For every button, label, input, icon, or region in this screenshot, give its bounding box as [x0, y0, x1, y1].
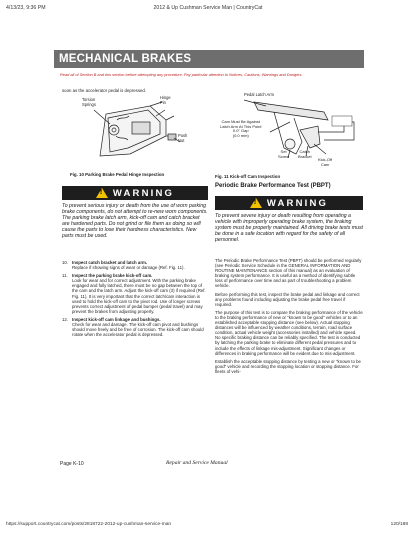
warning-text: To prevent serious injury or death from the use of worn parking brake components, do not attempt to re-new worn components. The parking brake latch arm, kick-off cam and catch bracket are hardened parts. Do not grind or file them as doing so will cause the parts to lose their hardness characteristics. New parts must be used. [62, 203, 208, 239]
print-page-count: 120/188 [390, 522, 408, 527]
step-item [62, 317, 208, 337]
warning-header [62, 186, 208, 200]
section-title-bar: MECHANICAL BRAKES [54, 50, 364, 68]
step-text: Replace if showing signs of wear or damage (Ref. Fig. 11). [72, 265, 185, 271]
step-number: 12. [62, 316, 69, 322]
fig11-caption: Fig. 11 Kick-off Cam Inspection [215, 174, 281, 179]
fig11-illustration [214, 92, 364, 176]
step-number: 11. [62, 273, 68, 279]
print-tab-title: 2012 & Up Cushman Service Man | CountryCat [153, 5, 263, 11]
manual-title: Repair and Service Manual [166, 460, 228, 466]
warning-header [215, 196, 363, 210]
warning-title: WARNING [112, 187, 175, 199]
label-set-screw: Set Screw [278, 149, 290, 159]
label-cam-note: Cam Must Be Against Latch Arm At This Point 0.0" Gap (0.0 mm) [220, 119, 262, 139]
browser-print-header [6, 5, 410, 13]
label-kickoff-cam: Kick-Off Cam [318, 157, 333, 167]
label-hinge-pin: Hinge Pin [160, 95, 171, 105]
intro-text: soon as the accelerator pedal is depressed. [62, 88, 147, 93]
left-warning-box [62, 186, 208, 239]
fig10-caption: Fig. 10 Parking Brake Pedal Hinge Inspection [70, 172, 165, 177]
page-number: Page K-10 [60, 461, 84, 467]
right-warning-box [215, 196, 363, 243]
step-item [62, 273, 208, 314]
left-column [62, 88, 208, 96]
step-text: Check for wear and damage. The kick-off cam pivot and bushings should move freely and be free of corrosion. The kick-off cam should rotate when the accelerator pedal is depressed. [72, 322, 204, 338]
pbpt-heading: Periodic Brake Performance Test (PBPT) [215, 183, 331, 189]
step-heading: Inspect catch bracket and latch arm. [72, 260, 148, 265]
label-pedal-latch-arm: Pedal Latch Arm [244, 92, 275, 97]
warning-title: WARNING [266, 197, 329, 209]
left-steps [62, 260, 208, 340]
label-push-nut: Push Nut [178, 133, 188, 143]
label-catch-bracket: Catch Bracket [298, 149, 312, 159]
step-number: 10. [62, 260, 69, 265]
body-paragraph: The Periodic Brake Performance Test (PBPT) should be performed regularly (see Periodic Service Schedule in the GENERAL INFORMATION AND ROUTINE MAINTENANCE section of this manual) as an evaluation of braking system performance. It is useful as a method of identifying subtle loss of performance over time and as part of troubleshooting a problem vehicle. [215, 258, 362, 289]
warning-text: To prevent severe injury or death resulting from operating a vehicle with improperly operating brake system, the braking system must be properly maintained. All driving brake tests must be done in a safe location with regard for the safety of all personnel. [215, 213, 363, 243]
step-heading: Inspect the parking brake kick-off cam. [72, 273, 153, 279]
warning-triangle-icon: ! [250, 198, 262, 208]
print-datetime: 4/13/23, 9:36 PM [6, 5, 46, 11]
print-url: https://support.countrycat.com/posts/2818722-2012-up-cushman-service-man [6, 522, 172, 527]
body-paragraph: Establish the acceptable stopping distance by testing a new or "known to be good" vehicle and recording the stopping location or stopping distance. For fleets of vehi- [215, 358, 361, 374]
label-torsion-springs: Torsion Springs [82, 97, 96, 107]
body-paragraph: Before performing this test, inspect the brake pedal and linkage and correct any problems found including adjusting the brake pedal free travel if required. [215, 291, 360, 307]
safety-notice: Read all of Section B and this section before attempting any procedure. Pay particular attention to Notices, Cautions, Warnings and Dangers. [60, 72, 303, 77]
step-item [62, 260, 208, 270]
step-heading: Inspect kick-off cam linkage and bushings. [72, 316, 161, 322]
right-paragraphs [215, 258, 363, 377]
fig10-illustration [70, 96, 200, 166]
warning-triangle-icon: ! [96, 188, 108, 198]
step-text: Look for wear and for correct adjustment. With the parking brake engaged and fully latched, there must be no gap between the top of the cam and the latch arm. Adjust the kick-off cam (3) if required (Ref. Fig. 11). It is very important that the correct latch/cam interaction is used to hold the kick-off cam to the pivot rod. Use of longer screws prevents correct adjustment of pedal bumper (pedal travel) and may prevent the brakes from adjusting properly. [72, 278, 206, 314]
body-paragraph: The purpose of this test is to compare the braking performance of the vehicle to the braking performance of new or "known to be good" vehicles or to an established acceptable stopping distance (see below). Actual stopping distances will be influenced by weather conditions, terrain, road surface condition, actual vehicle weight (accessories installed) and vehicle speed. No specific braking distance can be reliably specified. The test is conducted by latching the parking brake to eliminate different pedal pressures and to include the effects of linkage mis-adjustment. Significant changes or differences in braking performance will be evident due to mis-adjustment. [215, 309, 363, 356]
